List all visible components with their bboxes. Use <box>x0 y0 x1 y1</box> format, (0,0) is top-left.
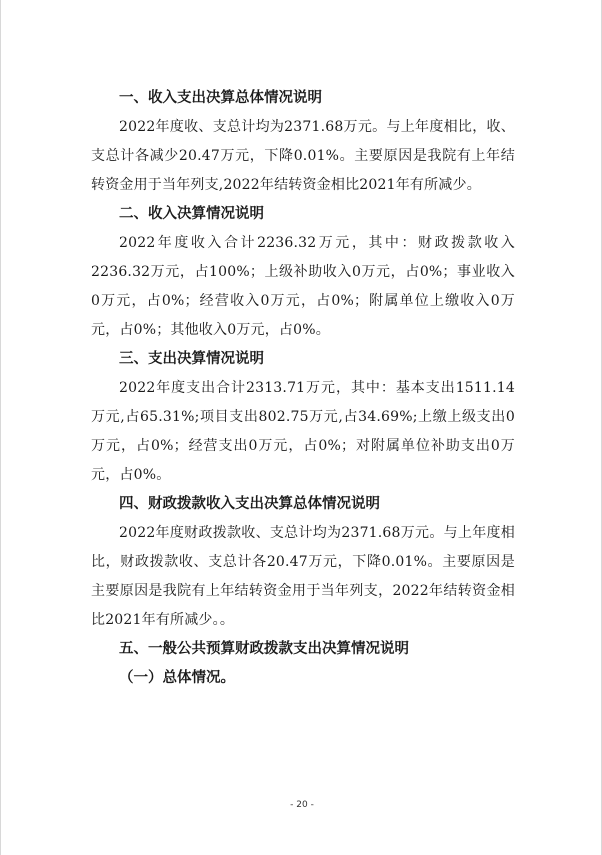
section-heading-4: 四、财政拨款收入支出决算总体情况说明 <box>119 496 380 512</box>
subheading-overall: （一）总体情况。 <box>119 670 235 686</box>
page-content <box>91 84 515 693</box>
section-heading-5: 五、一般公共预算财政拨款支出决算情况说明 <box>119 641 409 657</box>
section-body-4: 2022年度财政拨款收、支总计均为2371.68万元。与上年度相比，财政拨款收、支总计各20.47万元，下降0.01%。主要原因是主要原因是我院有上年结转资金用于当年列支，2022年结转资金相比2021年有所减少。。 <box>91 525 515 628</box>
section-heading-1: 一、收入支出决算总体情况说明 <box>119 90 322 106</box>
section-heading-2: 二、收入决算情况说明 <box>119 206 264 222</box>
section-body-2: 2022年度收入合计2236.32万元，其中：财政拨款收入2236.32万元，占100%；上级补助收入0万元，占0%；事业收入0万元，占0%；经营收入0万元，占0%；附属单位上缴收入0万元，占0%；其他收入0万元，占0%。 <box>91 235 515 338</box>
section-heading-3: 三、支出决算情况说明 <box>119 351 264 367</box>
page-number: - 20 - <box>290 800 314 810</box>
section-body-1: 2022年度收、支总计均为2371.68万元。与上年度相比，收、支总计各减少20.47万元，下降0.01%。主要原因是我院有上年结转资金用于当年列支,2022年结转资金相比2021年有所减少。 <box>91 119 515 193</box>
section-body-3: 2022年度支出合计2313.71万元，其中：基本支出1511.14万元,占65.31%;项目支出802.75万元,占34.69%;上缴上级支出0万元，占0%；经营支出0万元，占0%；对附属单位补助支出0万元，占0%。 <box>91 380 515 483</box>
